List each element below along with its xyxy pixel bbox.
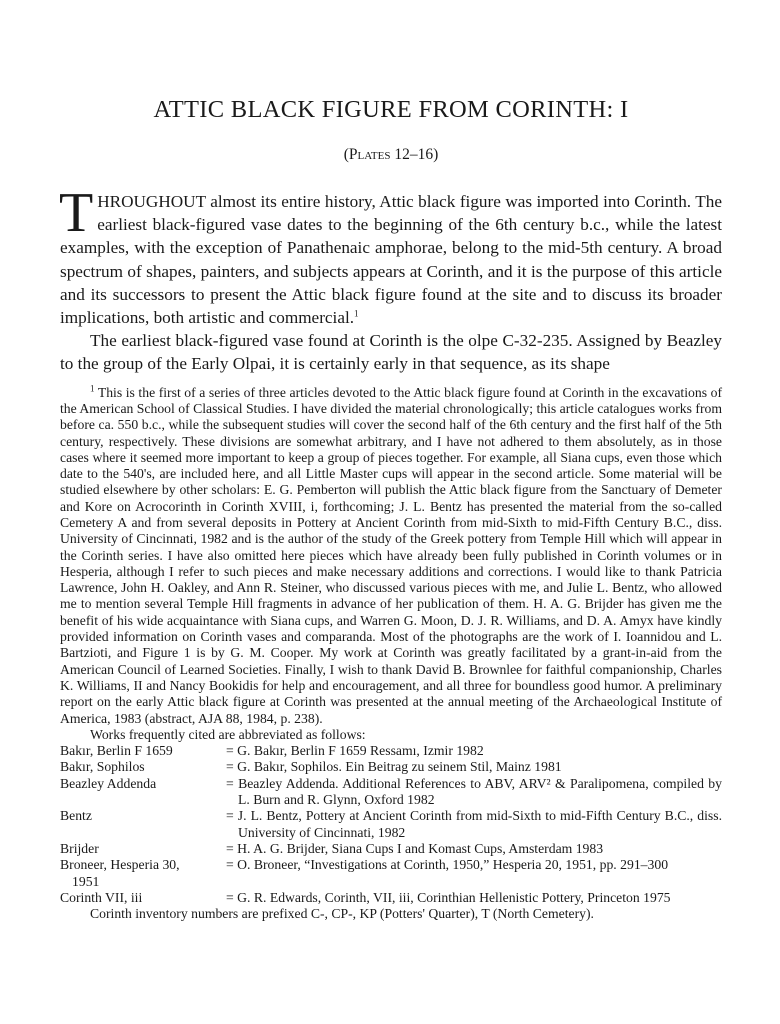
abbreviation-text: Bakır, Berlin F 1659 <box>60 743 173 759</box>
works-cited-intro: Works frequently cited are abbreviated as follows: <box>90 726 366 742</box>
works-abbreviation <box>60 857 226 890</box>
works-abbreviation <box>60 759 226 775</box>
second-paragraph: The earliest black-figured vase found at Corinth is the olpe C-32-235. Assigned by Beazley to the group of the Early Olpai, it is certainly early in that sequence, as its shape <box>60 331 722 374</box>
works-cited-row <box>60 743 722 759</box>
works-full-citation: = H. A. G. Brijder, Siana Cups I and Komast Cups, Amsterdam 1983 <box>226 840 604 856</box>
works-full-citation: = G. Bakır, Berlin F 1659 Ressamı, Izmir 1982 <box>226 743 484 759</box>
works-abbreviation <box>60 841 226 857</box>
works-full-citation: = Beazley Addenda. Additional References to ABV, ARV² & Paralipomena, compiled by L. Burn and R. Glynn, Oxford 1982 <box>226 775 722 808</box>
works-full-citation: = G. R. Edwards, Corinth, VII, iii, Corinthian Hellenistic Pottery, Princeton 1975 <box>226 889 671 905</box>
works-full-citation: = O. Broneer, “Investigations at Corinth, 1950,” Hesperia 20, 1951, pp. 291–300 <box>226 857 669 873</box>
works-cited-row <box>60 890 722 906</box>
works-cited-row <box>60 857 722 890</box>
works-abbreviation <box>60 743 226 759</box>
footnote-1 <box>60 385 722 727</box>
article-title: ATTIC BLACK FIGURE FROM CORINTH: I <box>153 96 629 123</box>
intro-text: HROUGHOUT almost its entire history, Attic black figure was imported into Corinth. The earliest black-figured vase dates to the beginning of the 6th century b.c., while the latest examples, with the exception of Panathenaic amphorae, belong to the mid-5th century. A broad spectrum of shapes, painters, and subjects appears at Corinth, and it is the purpose of this article and its successors to present the Attic black figure found at the site and to discuss its broader implications, both artistic and commercial. <box>60 192 722 328</box>
drop-cap: T <box>59 182 94 244</box>
works-abbreviation <box>60 808 226 841</box>
abbreviation-text: Corinth VII, iii <box>60 889 143 905</box>
footnote-text: This is the first of a series of three articles devoted to the Attic black figure found at Corinth in the excavations of the American School of Classical Studies. I have divided the material chronologically; this article catalogues works from before ca. 550 b.c., while the subsequent studies will cover the second half of the 6th century and the first half of the 5th century, respectively. These divisions are somewhat arbitrary, and I have not adhered to them absolutely, as in those cases where it seemed more important to keep a group of pieces together. For example, all Siana cups, even those which date to the 540's, are included here, and all Little Master cups will appear in the second article. Some material will be studied elsewhere by other scholars: E. G. Pemberton will publish the Attic black figure from the Sanctuary of Demeter and Kore on Acrocorinth in Corinth XVIII, i, forthcoming; J. L. Bentz has presented the material from the so-called Cemetery A and from several deposits in Pottery at Ancient Corinth from mid-Sixth to mid-Fifth Century B.C., diss. University of Cincinnati, 1982 and is the author of the study of the Greek pottery from Temple Hill which will appear in the Corinth series. I have also omitted here pieces which have already been fully published in Corinth volumes or in Hesperia, although I refer to such pieces and make necessary additions and corrections. I would like to thank Patricia Lawrence, John H. Oakley, and Ann R. Steiner, who discussed various pieces with me, and Julie L. Bentz, who allowed me to mention several Temple Hill fragments in advance of her publication of them. H. A. G. Brijder has given me the benefit of his wide acquaintance with Siana cups, and Warren G. Moon, D. J. R. Williams, and D. A. Amyx have kindly provided information on Corinth vases and comparanda. Most of the photographs are the work of I. Ioannidou and L. Bartzioti, and Figure 1 is by G. M. Cooper. My work at Corinth was greatly facilitated by a grant-in-aid from the American Council of Learned Societies. Finally, I wish to thank David B. Brownlee for faithful companionship, Charles K. Williams, II and Nancy Bookidis for help and encouragement, and all three for boundless good humor. A preliminary report on the early Attic black figure at Corinth was presented at the annual meeting of the Archaeological Institute of America, 1983 (abstract, AJA 88, 1984, p. 238). <box>60 384 722 726</box>
works-cited-row <box>60 759 722 775</box>
abbreviation-text: Bakır, Sophilos <box>60 759 145 775</box>
article-body <box>59 182 722 376</box>
inventory-note: Corinth inventory numbers are prefixed C-, CP-, KP (Potters' Quarter), T (North Cemetery). <box>90 906 594 922</box>
abbreviation-text: Beazley Addenda <box>60 775 157 791</box>
intro-paragraph <box>59 182 722 329</box>
works-cited-row <box>60 776 722 809</box>
abbreviation-text: Bentz <box>60 808 92 824</box>
works-full-citation: = G. Bakır, Sophilos. Ein Beitrag zu seinem Stil, Mainz 1981 <box>226 759 562 775</box>
works-full-citation: = J. L. Bentz, Pottery at Ancient Corinth from mid-Sixth to mid-Fifth Century B.C., diss. University of Cincinnati, 1982 <box>226 808 722 840</box>
abbreviation-text: Broneer, Hesperia 30, <box>60 857 180 873</box>
works-cited-table <box>60 743 722 906</box>
footnote-section <box>60 385 722 923</box>
works-abbreviation <box>60 890 226 906</box>
abbreviation-continuation: 1951 <box>72 873 100 889</box>
footnote-marker: 1 <box>90 383 95 394</box>
works-cited-row <box>60 841 722 857</box>
footnote-ref-1[interactable]: 1 <box>354 308 359 319</box>
works-abbreviation <box>60 776 226 809</box>
abbreviation-text: Brijder <box>60 840 99 856</box>
works-cited-row <box>60 808 722 841</box>
plates-reference: (Plates 12–16) <box>343 146 439 163</box>
